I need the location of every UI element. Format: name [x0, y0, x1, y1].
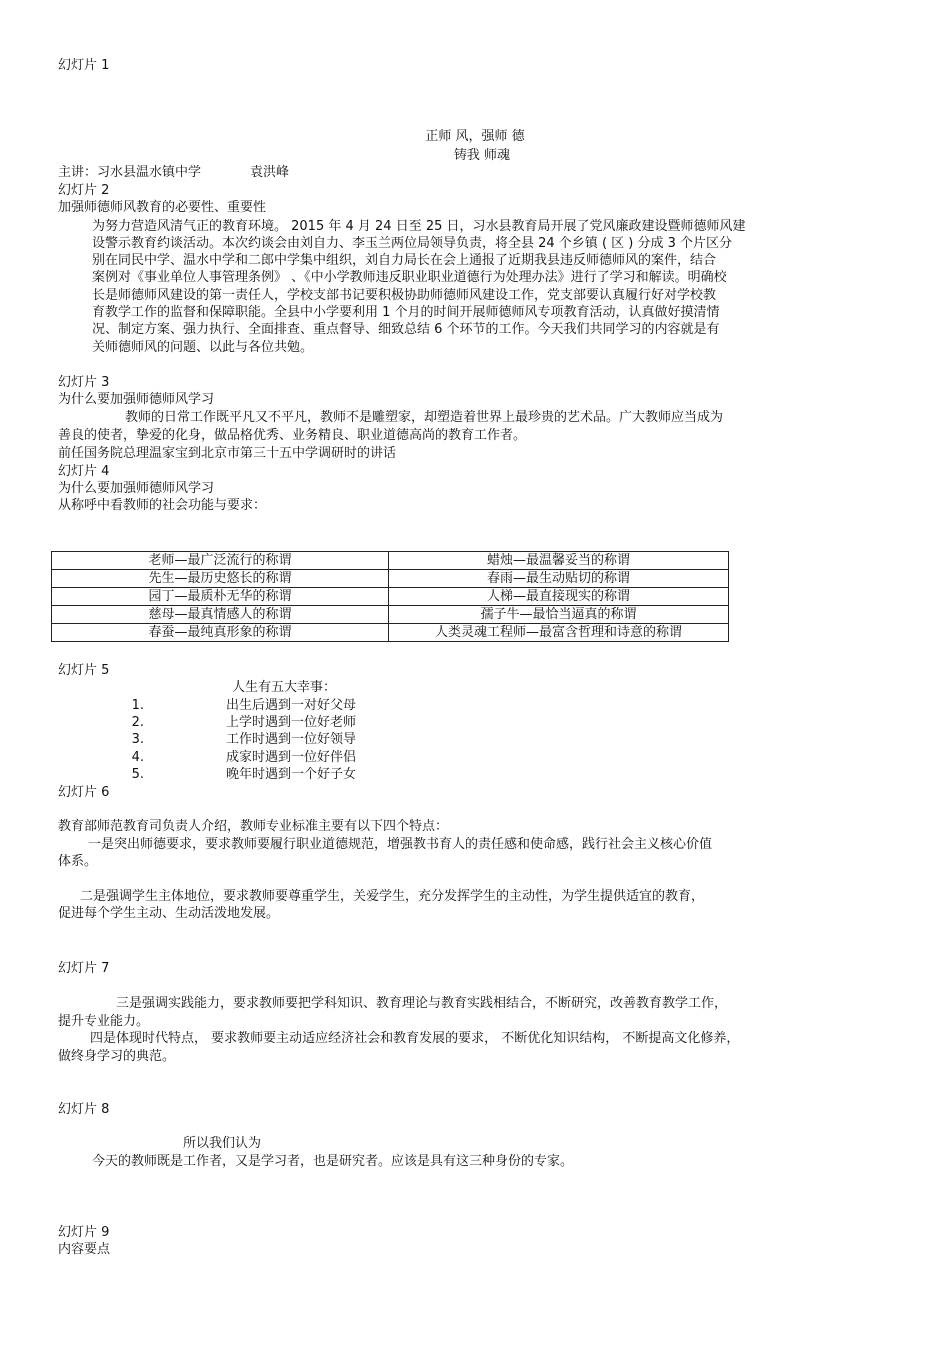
table-cell: 慈母—最真情感人的称谓	[52, 606, 389, 624]
table-row	[52, 624, 729, 642]
slide-3-source: 前任国务院总理温家宝到北京市第三十五中学调研时的讲话	[58, 446, 397, 461]
slide-2-paragraph-line: 关师德师风的问题、以此与各位共勉。	[92, 340, 314, 355]
slide-7-label: 幻灯片 7	[58, 961, 110, 976]
table-cell: 人梯—最直接现实的称谓	[389, 588, 729, 606]
slide-8-line-1: 所以我们认为	[183, 1136, 262, 1151]
slide-5-label: 幻灯片 5	[58, 663, 110, 678]
slide-3-heading: 为什么要加强师德师风学习	[58, 392, 215, 407]
table-row	[52, 606, 729, 624]
slide-7-point-3-cont: 提升专业能力。	[58, 1014, 150, 1029]
slide-7-point-4: 四是体现时代特点， 要求教师要主动适应经济社会和教育发展的要求， 不断优化知识结构， 不断提高文化修养，	[90, 1031, 740, 1046]
slide-6-point-2: 二是强调学生主体地位，要求教师要尊重学生，关爱学生，充分发挥学生的主动性，为学生提供适宜的教育，	[80, 889, 705, 904]
slide-6-point-1-cont: 体系。	[58, 854, 98, 869]
table-cell: 先生—最历史悠长的称谓	[52, 570, 389, 588]
slide-3-label: 幻灯片 3	[58, 375, 110, 390]
table-row	[52, 552, 729, 570]
slide-2-paragraph-line: 设警示教育约谈活动。本次约谈会由刘自力、李玉兰两位局领导负责，将全县 24 个乡镇 ( 区 ) 分成 3 个片区分	[92, 236, 733, 251]
table-cell: 蜡烛—最温馨妥当的称谓	[389, 552, 729, 570]
slide-2-paragraph-line: 别在同民中学、温水中学和二郎中学集中组织，刘自力局长在会上通报了近期我县违反师德师风的案件，结合	[92, 253, 717, 268]
list-item-number: 4.	[131, 750, 144, 765]
slide-8-label: 幻灯片 8	[58, 1102, 110, 1117]
document-subtitle: 铸我 师魂	[453, 148, 511, 163]
list-item: 晚年时遇到一个好子女	[226, 767, 357, 782]
table-row	[52, 588, 729, 606]
slide-9-label: 幻灯片 9	[58, 1225, 110, 1240]
list-item-number: 5.	[131, 767, 144, 782]
slide-6-label: 幻灯片 6	[58, 785, 110, 800]
list-item: 出生后遇到一对好父母	[226, 698, 357, 713]
document-title: 正师 风，强师 德	[425, 129, 525, 144]
teacher-titles-table	[51, 551, 729, 642]
slide-6-point-1: 一是突出师德要求，要求教师要履行职业道德规范，增强教书育人的责任感和使命感，践行社会主义核心价值	[88, 837, 713, 852]
list-item: 上学时遇到一位好老师	[226, 715, 357, 730]
list-item-number: 1.	[131, 698, 144, 713]
slide-2-paragraph-line: 长是师德师风建设的第一责任人，学校支部书记要积极协助师德师风建设工作，党支部要认真履行好对学校教	[92, 288, 717, 303]
list-item-number: 2.	[131, 715, 144, 730]
slide-9-heading: 内容要点	[58, 1242, 111, 1257]
table-cell: 老师—最广泛流行的称谓	[52, 552, 389, 570]
slide-4-subheading: 从称呼中看教师的社会功能与要求：	[58, 498, 267, 513]
slide-4-label: 幻灯片 4	[58, 464, 110, 479]
slide-2-paragraph-line: 况、制定方案、强力执行、全面排查、重点督导、细致总结 6 个环节的工作。今天我们共同学习的内容就是有	[92, 322, 720, 337]
slide-4-heading: 为什么要加强师德师风学习	[58, 481, 215, 496]
slide-6-intro: 教育部师范教育司负责人介绍，教师专业标准主要有以下四个特点：	[58, 819, 449, 834]
table-row	[52, 570, 729, 588]
table-cell: 人类灵魂工程师—最富含哲理和诗意的称谓	[389, 624, 729, 642]
slide-3-quote-line: 善良的使者，挚爱的化身，做品格优秀、业务精良、职业道德高尚的教育工作者。	[58, 428, 527, 443]
table-cell: 春蚕—最纯真形象的称谓	[52, 624, 389, 642]
table-cell: 园丁—最质朴无华的称谓	[52, 588, 389, 606]
slide-3-quote-line: 教师的日常工作既平凡又不平凡，教师不是雕塑家，却塑造着世界上最珍贵的艺术品。广大教师应当成为	[125, 410, 724, 425]
list-item: 工作时遇到一位好领导	[226, 732, 357, 747]
slide-8-line-2: 今天的教师既是工作者，又是学习者，也是研究者。应该是具有这三种身份的专家。	[92, 1154, 574, 1169]
slide-6-point-2-cont: 促进每个学生主动、生动活泼地发展。	[58, 906, 280, 921]
slide-2-paragraph-line: 育教学工作的监督和保障职能。全县中小学要利用 1 个月的时间开展师德师风专项教育活动，认真做好摸清情	[92, 305, 720, 320]
slide-5-heading: 人生有五大幸事：	[232, 680, 337, 695]
speaker-name: 袁洪峰	[250, 165, 290, 180]
slide-7-point-4-cont: 做终身学习的典范。	[58, 1049, 176, 1064]
table-cell: 孺子牛—最恰当逼真的称谓	[389, 606, 729, 624]
slide-2-heading: 加强师德师风教育的必要性、重要性	[58, 200, 267, 215]
slide-7-point-3: 三是强调实践能力，要求教师要把学科知识、教育理论与教育实践相结合，不断研究，改善教育教学工作，	[116, 996, 728, 1011]
list-item: 成家时遇到一位好伴侣	[226, 750, 357, 765]
table-cell: 春雨—最生动贴切的称谓	[389, 570, 729, 588]
list-item-number: 3.	[131, 732, 144, 747]
slide-2-label: 幻灯片 2	[58, 183, 110, 198]
slide-1-label: 幻灯片 1	[58, 58, 110, 73]
slide-2-paragraph-line: 为努力营造风清气正的教育环境。 2015 年 4 月 24 日至 25 日，习水县教育局开展了党风廉政建设暨师德师风建	[92, 219, 746, 234]
speaker-label: 主讲：习水县温水镇中学	[58, 165, 202, 180]
slide-2-paragraph-line: 案例对《事业单位人事管理条例》 、《中小学教师违反职业职业道德行为处理办法》进行了学习和解读。明确校	[92, 270, 727, 285]
